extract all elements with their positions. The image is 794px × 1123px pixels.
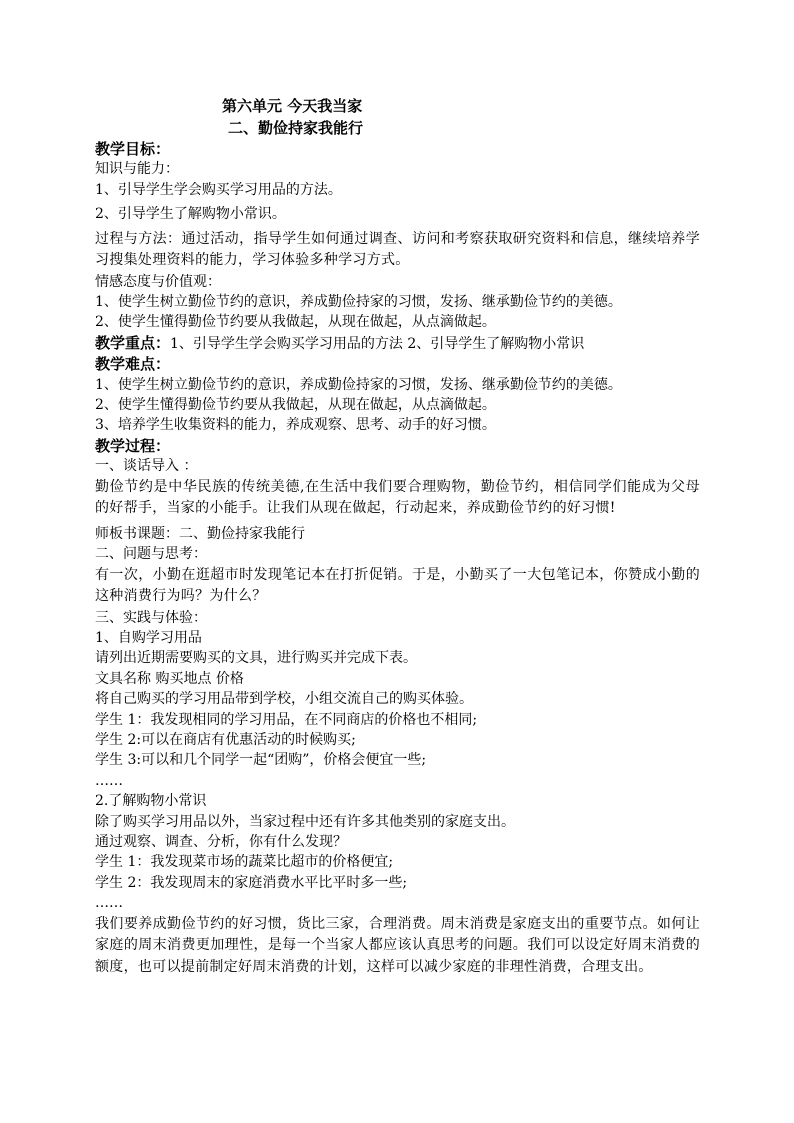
difficulty-heading: 教学难点： [95,355,171,374]
goals-heading: 教学目标： [95,140,171,158]
subsection-1-heading: 1、自购学习用品 [95,629,202,646]
difficulty-item-2: 2、使学生懂得勤俭节约要从我做起，从现在做起，从点滴做起。 [95,397,496,414]
subsection-2-text-2: 通过观察、调查、分析，你有什么发现？ [95,833,347,850]
difficulty-item-3: 3、培养学生收集资料的能力，养成观察、思考、动手的好习惯。 [95,417,496,434]
student-finding-2: 学生 2：我发现周末的家庭消费水平比平时多一些; [95,874,408,891]
key-points-label: 教学重点： [95,333,171,352]
section-2-paragraph: 有一次，小勤在逛超市时发现笔记本在打折促销。于是，小勤买了一大包笔记本，你赞成小勤的这种消费行为吗？为什么？ [95,566,700,604]
conclusion-paragraph: 我们要养成勤俭节约的好习惯，货比三家，合理消费。周末消费是家庭支出的重要节点。如何让家庭的周末消费更加理性，是每一个当家人都应该认真思考的问题。我们可以设定好周末消费的额度，也可以提前制定好周末消费的计划，这样可以减少家庭的非理性消费，合理支出。 [95,915,700,975]
section-3-heading: 三、实践与体验： [95,609,207,626]
student-finding-1: 学生 1：我发现菜市场的蔬菜比超市的价格便宜; [95,854,394,871]
ellipsis: …… [95,772,123,789]
key-points [95,333,700,354]
task-instruction: 请列出近期需要购买的文具，进行购买并完成下表。 [95,650,417,667]
share-instruction: 将自己购买的学习用品带到学校，小组交流自己的购买体验。 [95,691,473,708]
section-2-heading: 二、问题与思考： [95,546,207,563]
table-header: 文具名称 购买地点 价格 [95,670,244,687]
knowledge-item-2: 2、引导学生了解购物小常识。 [95,206,286,223]
ellipsis-2: …… [95,895,123,912]
subsection-2-text-1: 除了购买学习用品以外，当家过程中还有许多其他类别的家庭支出。 [95,813,515,830]
student-answer-3: 学生 3:可以和几个同学一起“团购”，价格会便宜一些; [95,752,427,769]
section-1-heading: 一、谈话导入 ： [95,458,198,475]
knowledge-item-1: 1、引导学生学会购买学习用品的方法。 [95,181,342,198]
emotion-item-1: 1、使学生树立勤俭节约的意识，养成勤俭持家的习惯，发扬、继承勤俭节约的美德。 [95,294,622,311]
subsection-2-heading: 2.了解购物小常识 [95,793,207,810]
emotion-heading: 情感态度与价值观： [95,273,221,290]
key-points-text: 1、引导学生学会购买学习用品的方法 2、引导学生了解购物小常识 [170,335,585,352]
lesson-title: 二、勤俭持家我能行 [228,119,364,137]
board-title: 师板书课题：二、勤俭持家我能行 [95,525,305,542]
student-answer-2: 学生 2:可以在商店有优惠活动的时候购买; [95,731,356,748]
unit-title: 第六单元 今天我当家 [222,97,363,115]
emotion-item-2: 2、使学生懂得勤俭节约要从我做起，从现在做起，从点滴做起。 [95,314,496,331]
teaching-process-heading: 教学过程： [95,436,171,455]
section-1-paragraph: 勤俭节约是中华民族的传统美德,在生活中我们要合理购物，勤俭节约，相信同学们能成为父母的好帮手，当家的小能手。让我们从现在做起，行动起来，养成勤俭节约的好习惯! [95,478,700,517]
process-method-paragraph: 过程与方法：通过活动，指导学生如何通过调查、访问和考察获取研究资料和信息，继续培养学习搜集处理资料的能力，学习体验多种学习方式。 [95,230,700,269]
document-page [95,95,700,978]
knowledge-heading: 知识与能力： [95,161,179,178]
student-answer-1: 学生 1：我发现相同的学习用品，在不同商店的价格也不相同; [95,711,478,728]
difficulty-item-1: 1、使学生树立勤俭节约的意识，养成勤俭持家的习惯，发扬、继承勤俭节约的美德。 [95,376,622,393]
